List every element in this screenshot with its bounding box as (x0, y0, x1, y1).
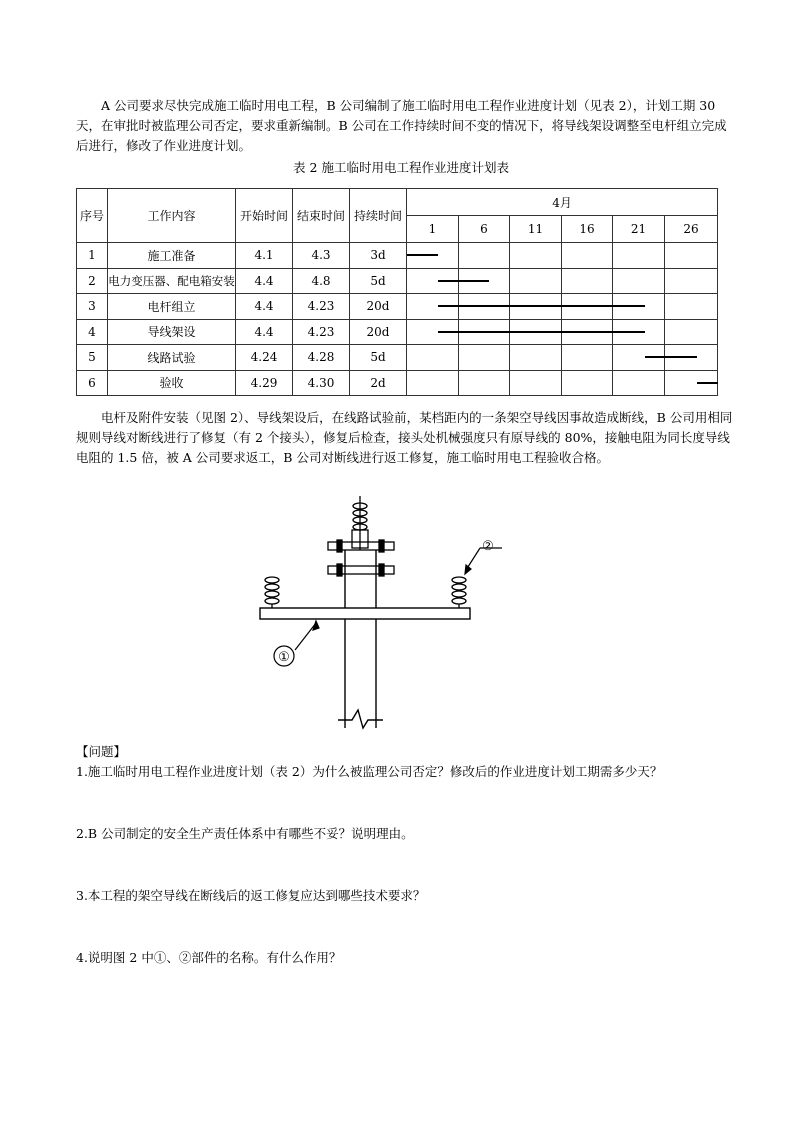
pole-clamp (328, 540, 394, 576)
row-seq: 6 (77, 370, 108, 396)
header-end: 结束时间 (293, 189, 350, 243)
header-seq: 序号 (77, 189, 108, 243)
row-duration: 20d (350, 319, 407, 345)
row-end: 4.3 (293, 243, 350, 269)
day-header: 26 (665, 216, 718, 243)
row-duration: 2d (350, 370, 407, 396)
row-start: 4.4 (236, 319, 293, 345)
row-work: 导线架设 (108, 319, 236, 345)
gantt-bar (697, 382, 718, 384)
schedule-table (76, 188, 718, 396)
row-end: 4.23 (293, 294, 350, 320)
pole (338, 550, 383, 728)
row-seq: 2 (77, 268, 108, 294)
row-seq: 1 (77, 243, 108, 269)
intro-paragraph: A 公司要求尽快完成施工临时用电工程，B 公司编制了施工临时用电工程作业进度计划（见表 2），计划工期 30 天，在审批时被监理公司否定，要求重新编制。B 公司在工作持续时间不变的情况下，将导线架设调整至电杆组立完成后进行，修改了作业进度计划。 (76, 98, 727, 153)
day-header: 21 (613, 216, 665, 243)
table-caption: 表 2 施工临时用电工程作业进度计划表 (293, 160, 509, 175)
gantt-bar (438, 331, 645, 333)
header-month: 4月 (407, 189, 718, 216)
leader-1 (295, 621, 319, 650)
day-header: 6 (459, 216, 510, 243)
row-start: 4.29 (236, 370, 293, 396)
row-end: 4.28 (293, 345, 350, 371)
gantt-bar (407, 254, 438, 256)
row-end: 4.23 (293, 319, 350, 345)
table-row (77, 370, 718, 396)
row-end: 4.8 (293, 268, 350, 294)
day-header: 11 (510, 216, 562, 243)
gantt-bar (645, 356, 697, 358)
row-work: 线路试验 (108, 345, 236, 371)
row-duration: 3d (350, 243, 407, 269)
day-header: 16 (562, 216, 613, 243)
header-work: 工作内容 (108, 189, 236, 243)
question-2: 2.B 公司制定的安全生产责任体系中有哪些不妥？说明理由。 (76, 826, 414, 841)
question-1: 1.施工临时用电工程作业进度计划（表 2）为什么被监理公司否定？修改后的作业进度计划工期需多少天？ (76, 764, 663, 779)
row-start: 4.24 (236, 345, 293, 371)
row-end: 4.30 (293, 370, 350, 396)
row-start: 4.4 (236, 268, 293, 294)
row-work: 电力变压器、配电箱安装 (108, 268, 236, 294)
header-duration: 持续时间 (350, 189, 407, 243)
pole-figure (240, 488, 540, 738)
right-insulator-icon (452, 577, 466, 608)
repair-paragraph: 电杆及附件安装（见图 2）、导线架设后，在线路试验前，某档距内的一条架空导线因事故造成断线，B 公司用相同规则导线对断线进行了修复（有 2 个接头），修复后检查，接头处机械强度只有原导线的 80%，接触电阻为同长度导线电阻的 1.5 倍，被 A 公司要求返工，B 公司对断线进行返工修复，施工临时用电工程验收合格。 (76, 410, 733, 465)
gantt-bar (438, 305, 645, 307)
table-row (77, 243, 718, 269)
row-seq: 4 (77, 319, 108, 345)
row-duration: 20d (350, 294, 407, 320)
row-seq: 3 (77, 294, 108, 320)
row-work: 电杆组立 (108, 294, 236, 320)
gantt-bar (438, 280, 490, 282)
callout-label-2: ② (482, 539, 494, 554)
row-start: 4.1 (236, 243, 293, 269)
callout-label-1: ① (278, 650, 290, 665)
row-work: 验收 (108, 370, 236, 396)
questions-heading: 【问题】 (76, 744, 127, 759)
table-row (77, 345, 718, 371)
row-work: 施工准备 (108, 243, 236, 269)
left-insulator-icon (265, 577, 279, 608)
question-4: 4.说明图 2 中①、②部件的名称。有什么作用？ (76, 950, 342, 965)
day-header: 1 (407, 216, 459, 243)
row-seq: 5 (77, 345, 108, 371)
header-start: 开始时间 (236, 189, 293, 243)
row-duration: 5d (350, 345, 407, 371)
row-duration: 5d (350, 268, 407, 294)
crossarm (260, 608, 470, 619)
question-3: 3.本工程的架空导线在断线后的返工修复应达到哪些技术要求？ (76, 888, 426, 903)
table-row (77, 268, 718, 294)
row-start: 4.4 (236, 294, 293, 320)
